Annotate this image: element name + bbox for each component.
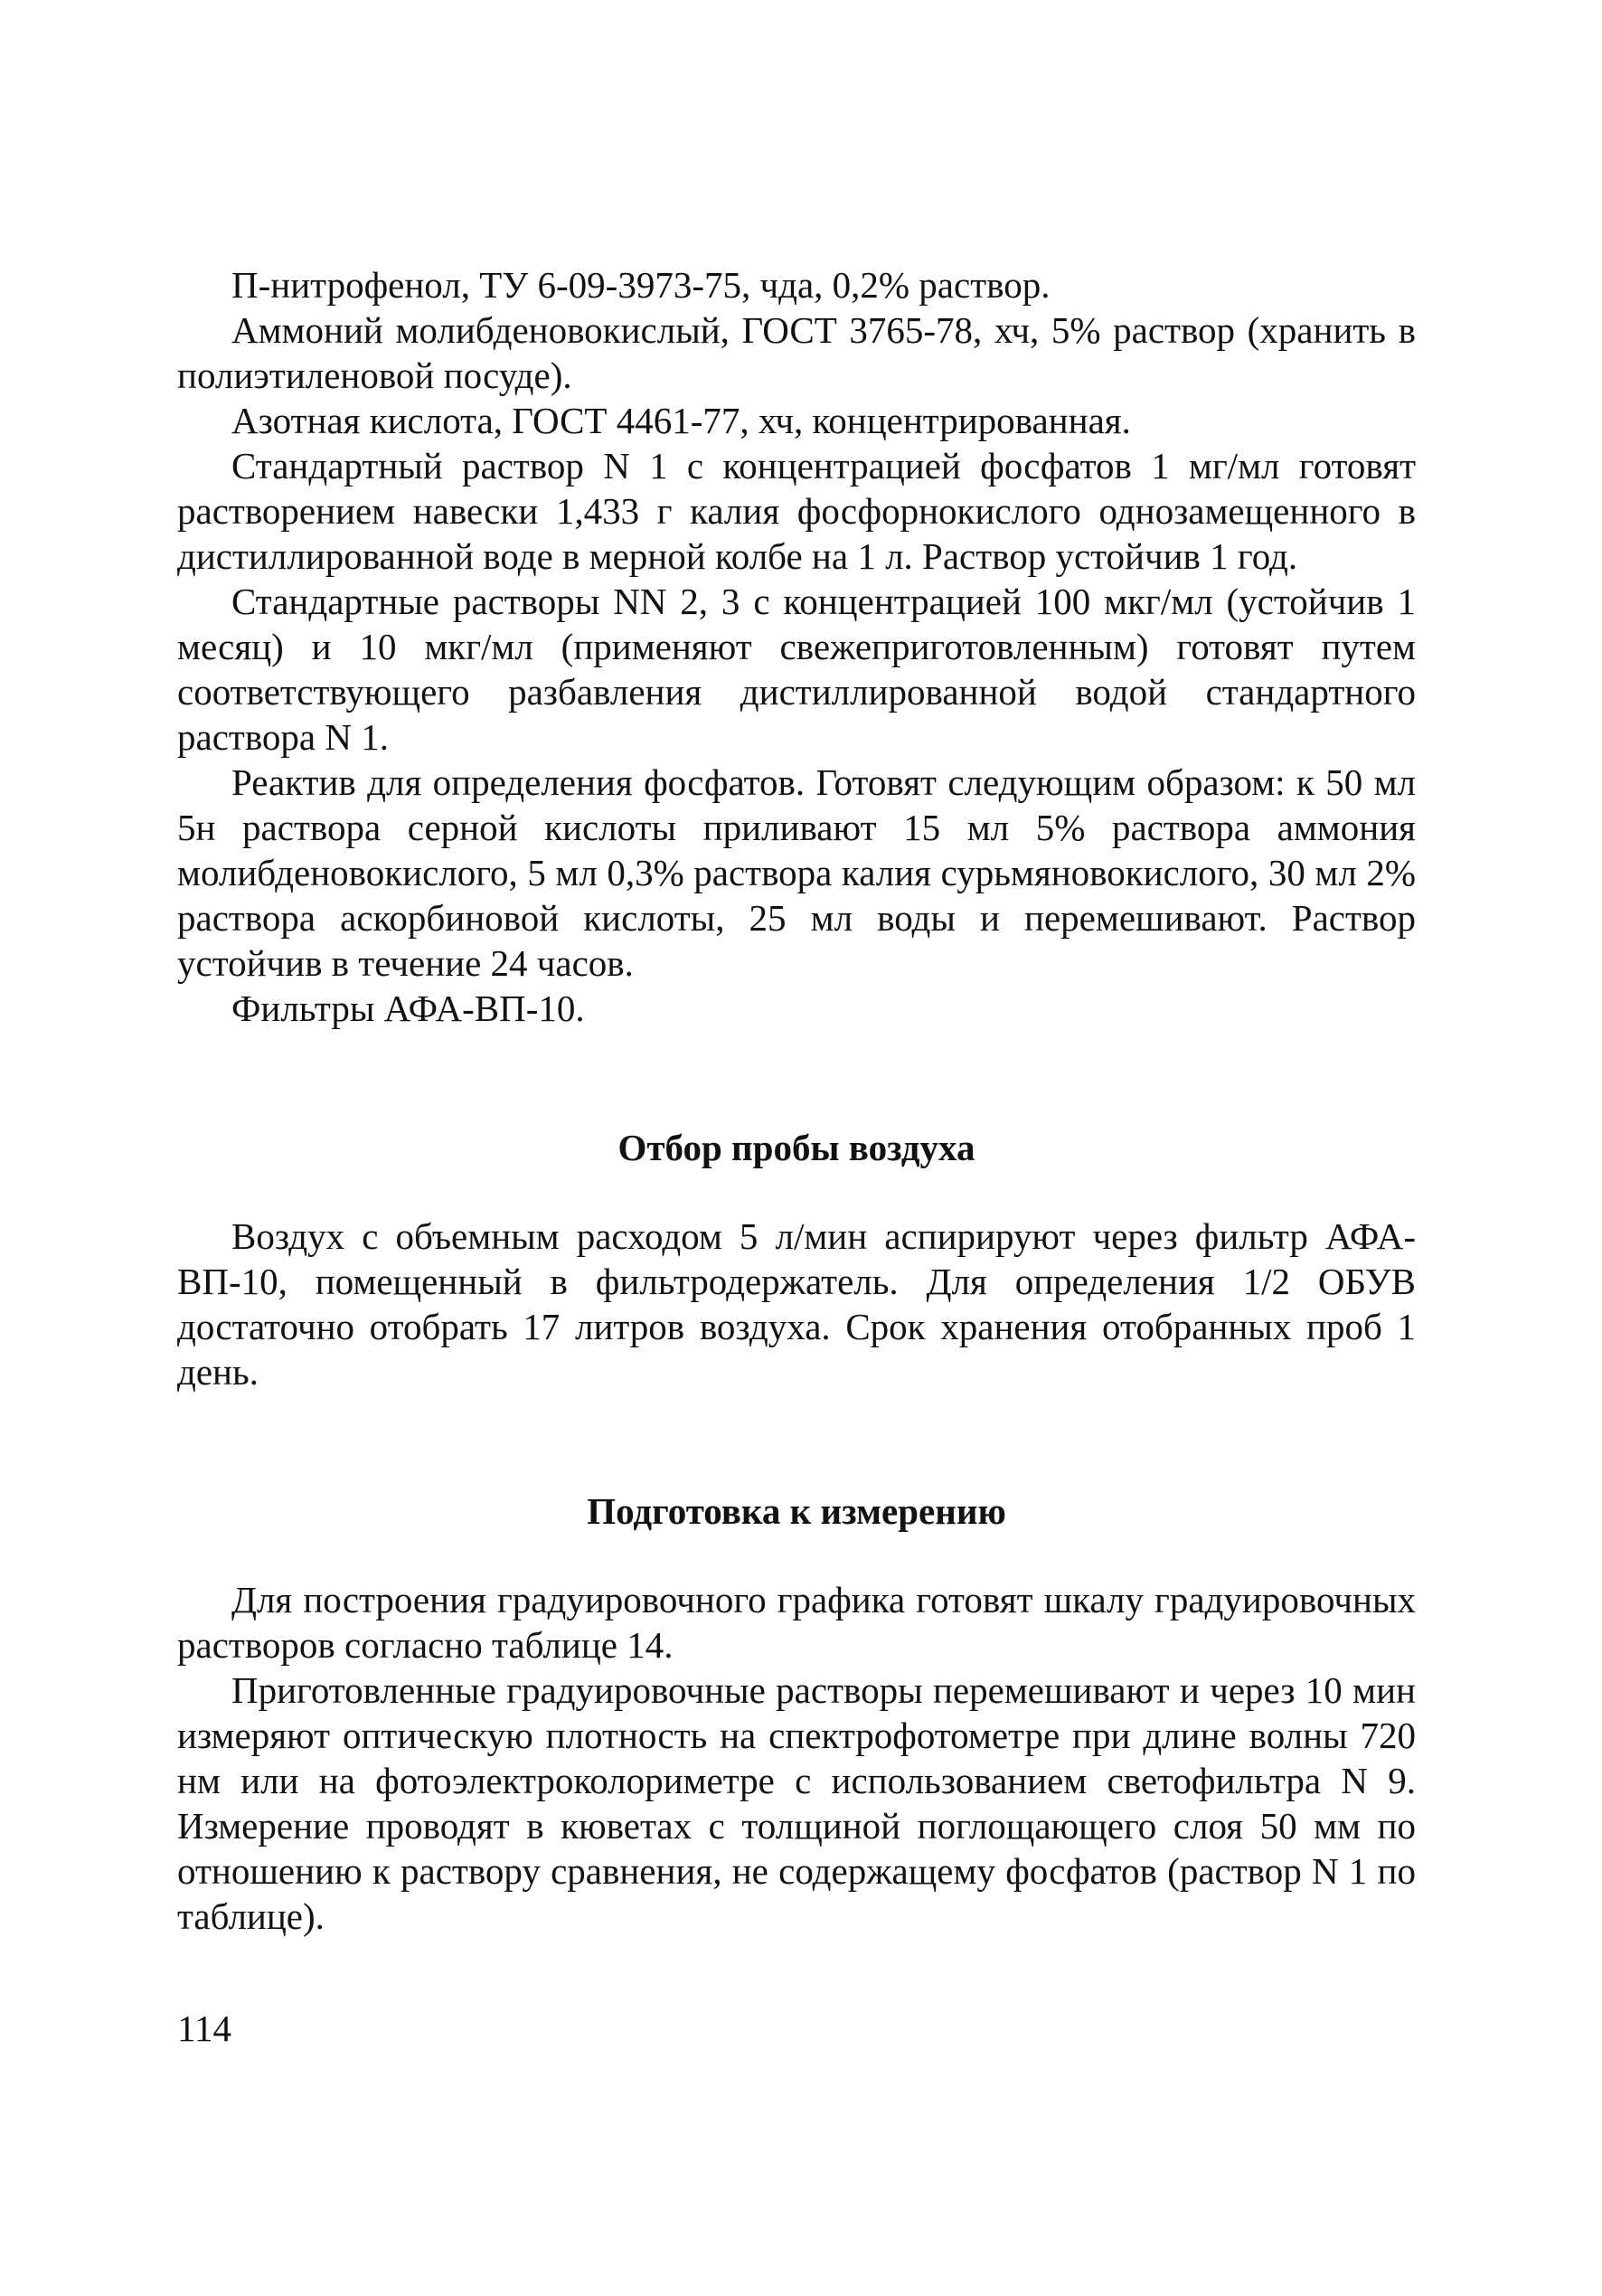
paragraph-phosphate-reagent: Реактив для определения фосфатов. Готовят следующим образом: к 50 мл 5н раствора серной кислоты приливают 15 мл 5% раствора аммония молибденовокислого, 5 мл 0,3% раствора калия сурьмяновокислого, 30 мл 2% раствора аскорбиновой кислоты, 25 мл воды и перемешивают. Раствор устойчив в течение 24 часов. [177, 761, 1416, 984]
paragraph-ammonium-molybdate: Аммоний молибденовокислый, ГОСТ 3765-78, хч, 5% раствор (хранить в полиэтиленовой посуде). [177, 309, 1416, 396]
paragraph-nitric-acid: Азотная кислота, ГОСТ 4461-77, хч, концентрированная. [231, 400, 1131, 441]
heading-air-sampling: Отбор пробы воздуха [617, 1127, 975, 1168]
paragraph-measurement: Приготовленные градуировочные растворы перемешивают и через 10 мин измеряют оптическую плотность на спектрофотометре при длине волны 720 нм или на фотоэлектроколориметре с использованием светофильтра N 9. Измерение проводят в кюветах с толщиной поглощающего слоя 50 мм по отношению к раствору сравнения, не содержащему фосфатов (раствор N 1 по таблице). [177, 1669, 1416, 1937]
paragraph-standard-solution-1: Стандартный раствор N 1 с концентрацией фосфатов 1 мг/мл готовят растворением навески 1,433 г калия фосфорнокислого однозамещенного в дистиллированной воде в мерной колбе на 1 л. Раствор устойчив 1 год. [177, 445, 1416, 577]
heading-preparation: Подготовка к измерению [587, 1490, 1006, 1532]
paragraph-standard-solutions-2-3: Стандартные растворы NN 2, 3 с концентрацией 100 мкг/мл (устойчив 1 месяц) и 10 мкг/мл (применяют свежеприготовленным) готовят путем соответствующего разбавления дистиллированной водой стандартного раствора N 1. [177, 581, 1416, 758]
page-body [177, 262, 1416, 1939]
paragraph-p-nitrophenol: П-нитрофенол, ТУ 6-09-3973-75, чда, 0,2% раствор. [231, 264, 1051, 306]
page-number: 114 [177, 2008, 231, 2049]
paragraph-air-sampling: Воздух с объемным расходом 5 л/мин аспирируют через фильтр АФА-ВП-10, помещенный в фильтродержатель. Для определения 1/2 ОБУВ достаточно отобрать 17 литров воздуха. Срок хранения отобранных проб 1 день. [177, 1215, 1416, 1393]
paragraph-calibration-scale: Для построения градуировочного графика готовят шкалу градуировочных растворов согласно таблице 14. [177, 1579, 1416, 1666]
paragraph-filters: Фильтры АФА-ВП-10. [231, 987, 585, 1029]
